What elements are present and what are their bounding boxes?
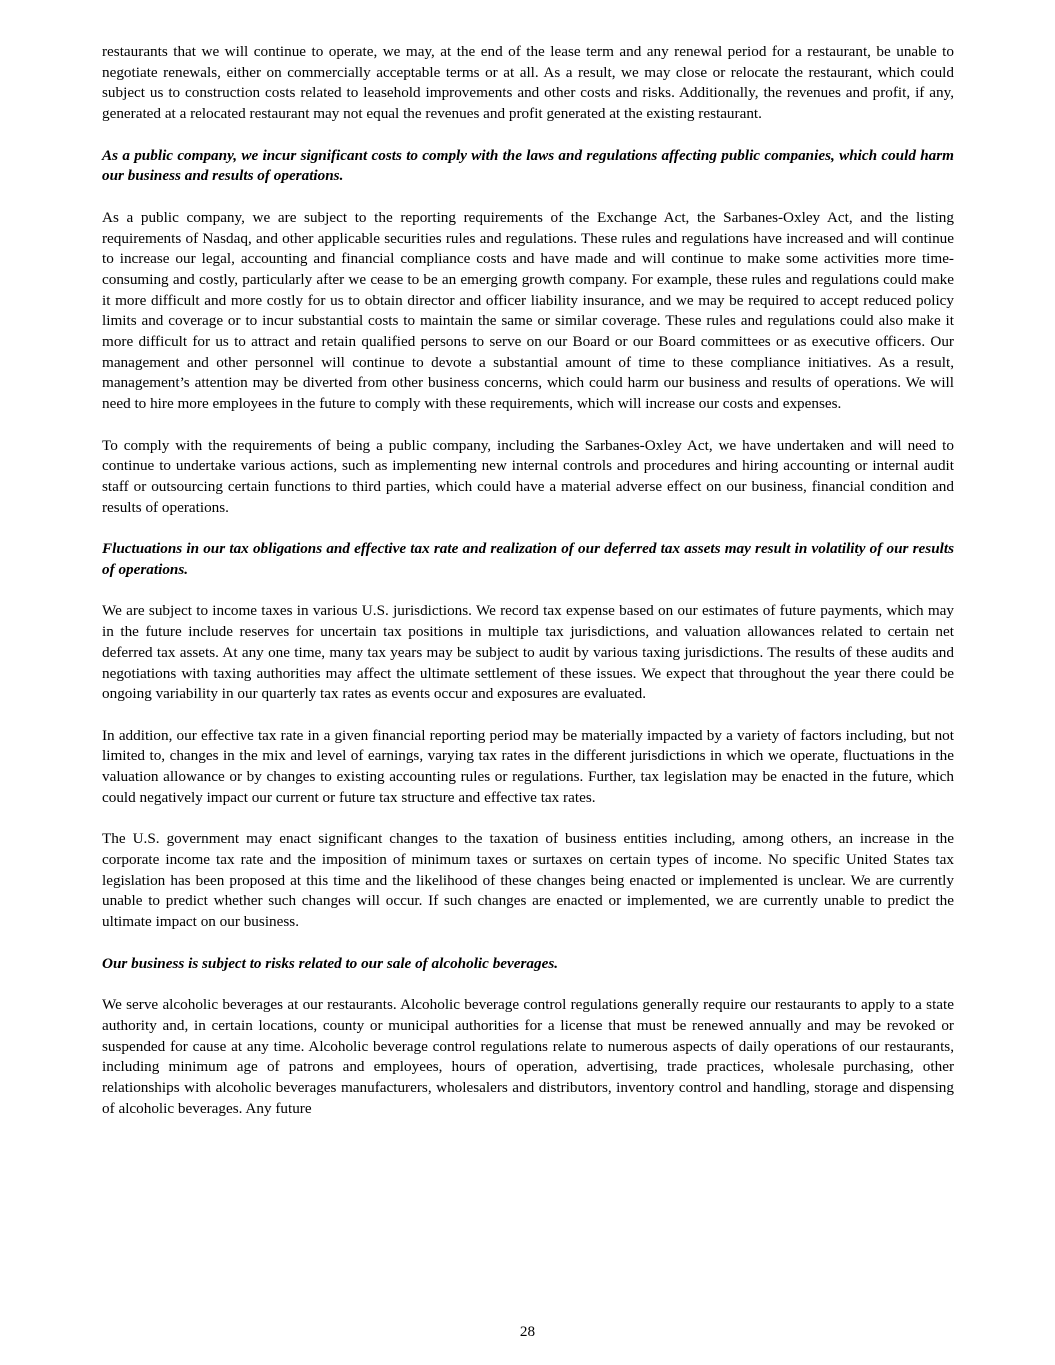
paragraph-sarbanes-oxley-compliance: To comply with the requirements of being a public company, including the Sarbanes-Oxley Act, we have undertaken and will need to continue to undertake various actions, such as implementing new internal controls and procedures and hiring accounting or internal audit staff or outsourcing certain functions to third parties, which could have a material adverse effect on our business, financial condition and results of operations. [102,436,954,516]
heading-alcoholic-beverages: Our business is subject to risks related to our sale of alcoholic beverages. [102,954,559,972]
paragraph-tax-legislation: The U.S. government may enact significant changes to the taxation of business entities including, among others, an increase in the corporate income tax rate and the imposition of minimum taxes or surtaxes on certain types of income. No specific United States tax legislation has been proposed at this time and the likelihood of these changes being enacted or implemented is unclear. We are currently unable to predict whether such changes will occur. If such changes are enacted or implemented, we are currently unable to predict the ultimate impact on our business. [102,830,954,931]
paragraph-alcohol-regulations: We serve alcoholic beverages at our restaurants. Alcoholic beverage control regulations generally require our restaurants to apply to a state authority and, in certain locations, county or municipal authorities for a license that must be renewed annually and may be revoked or suspended for cause at any time. Alcoholic beverage control regulations relate to numerous aspects of daily operations of our restaurants, including minimum age of patrons and employees, hours of operation, advertising, trade practices, wholesale purchasing, other relationships with alcoholic beverages manufacturers, wholesalers and distributors, inventory control and handling, storage and dispensing of alcoholic beverages. Any future [102,996,954,1117]
paragraph-reporting-requirements: As a public company, we are subject to the reporting requirements of the Exchange Act, the Sarbanes-Oxley Act, and the listing requirements of Nasdaq, and other applicable securities rules and regulations. These rules and regulations have increased and will continue to increase our legal, accounting and financial compliance costs and have made and will continue to make some activities more time-consuming and costly, particularly after we cease to be an emerging growth company. For example, these rules and regulations could make it more difficult and more costly for us to obtain director and officer liability insurance, and we may be required to accept reduced policy limits and coverage or to incur substantial costs to maintain the same or similar coverage. These rules and regulations could also make it more difficult for us to attract and retain qualified persons to serve on our Board or our Board committees or as executive officers. Our management and other personnel will continue to devote a substantial amount of time to these compliance initiatives. As a result, management’s attention may be diverted from other business concerns, which could harm our business and results of operations. We will need to hire more employees in the future to comply with these requirements, which will increase our costs and expenses. [102,208,954,413]
heading-tax-fluctuations: Fluctuations in our tax obligations and effective tax rate and realization of our deferred tax assets may result in volatility of our results of operations. [102,540,954,578]
paragraph-effective-tax-rate: In addition, our effective tax rate in a given financial reporting period may be materially impacted by a variety of factors including, but not limited to, changes in the mix and level of earnings, varying tax rates in the different jurisdictions in which we operate, fluctuations in the valuation allowance or by changes to existing accounting rules or regulations. Further, tax legislation may be enacted in the future, which could negatively impact our current or future tax structure and effective tax rates. [102,726,954,806]
paragraph-income-taxes: We are subject to income taxes in various U.S. jurisdictions. We record tax expense based on our estimates of future payments, which may in the future include reserves for uncertain tax positions in multiple tax jurisdictions, and valuation allowances related to certain net deferred tax assets. At any one time, many tax years may be subject to audit by various taxing jurisdictions. The results of these audits and negotiations with taxing authorities may affect the ultimate settlement of these issues. We expect that throughout the year there could be ongoing variability in our quarterly tax rates as events occur and exposures are evaluated. [102,602,954,703]
heading-public-company-costs: As a public company, we incur significant costs to comply with the laws and regulations affecting public companies, which could harm our business and results of operations. [102,146,954,185]
document-page [102,42,954,1140]
paragraph-lease-renewal: restaurants that we will continue to operate, we may, at the end of the lease term and any renewal period for a restaurant, be unable to negotiate renewals, either on commercially acceptable terms or at all. As a result, we may close or relocate the restaurant, which could subject us to construction costs related to leasehold improvements and other costs and risks. Additionally, the revenues and profit, if any, generated at a relocated restaurant may not equal the revenues and profit generated at the existing restaurant. [102,43,954,123]
page-number: 28 [519,1323,536,1340]
